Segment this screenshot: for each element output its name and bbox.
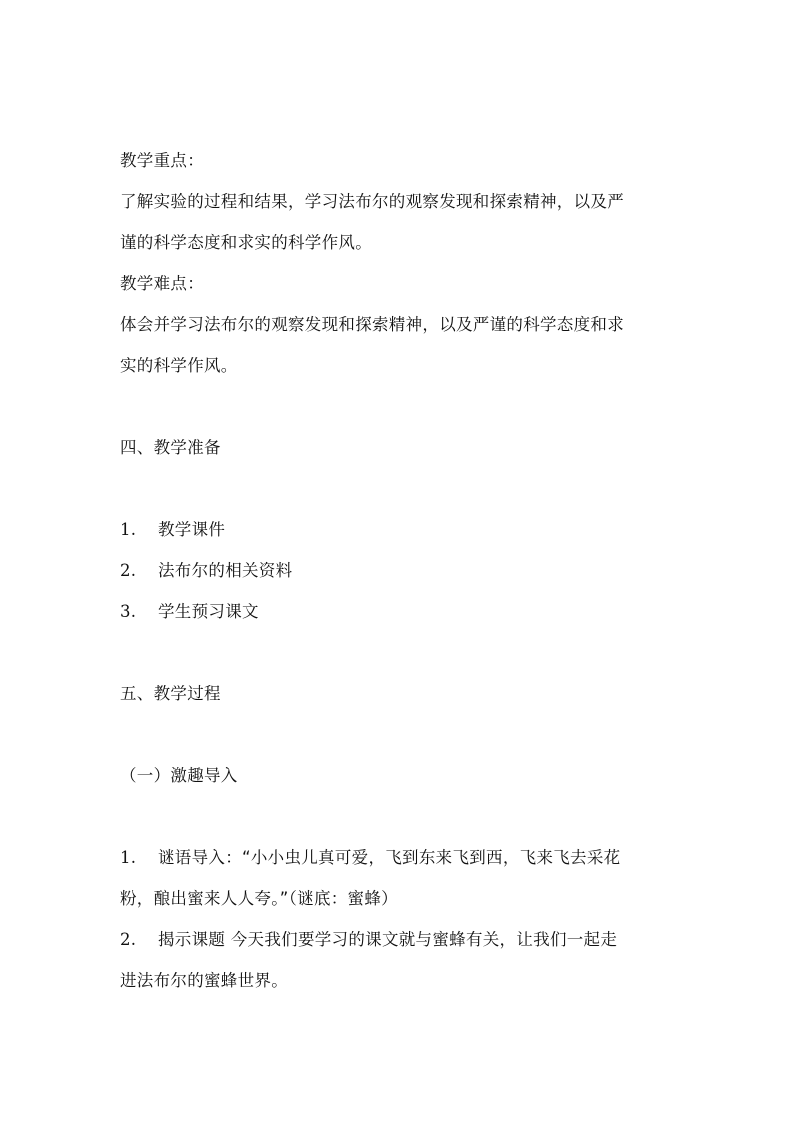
list-number: 2. — [120, 561, 137, 580]
difficulties-text-line-2: 实的科学作风。 — [120, 356, 238, 375]
section-4-title: 四、教学准备 — [120, 438, 221, 457]
preparation-item-1 — [120, 509, 680, 550]
intro-item-2-line-1 — [120, 919, 680, 960]
spacer — [120, 714, 680, 755]
preparation-item-2 — [120, 550, 680, 591]
list-number: 2. — [120, 930, 137, 949]
list-item-text: 教学课件 — [158, 520, 226, 539]
list-item-text: 法布尔的相关资料 — [158, 561, 293, 580]
spacer — [120, 386, 680, 427]
document-body — [120, 140, 680, 1001]
list-item-text: 揭示课题 今天我们要学习的课文就与蜜蜂有关，让我们一起走 — [158, 930, 618, 949]
spacer — [120, 468, 680, 509]
subsection-1-title: （一）激趣导入 — [120, 766, 238, 785]
preparation-item-3 — [120, 591, 680, 632]
key-points-heading: 教学重点： — [120, 151, 204, 170]
list-number: 1. — [120, 520, 137, 539]
difficulties-heading: 教学难点： — [120, 274, 204, 293]
intro-item-1-line-2: 粉，酿出蜜来人人夸。”（谜底：蜜蜂） — [120, 889, 398, 908]
list-item-text: 谜语导入：“小小虫儿真可爱，飞到东来飞到西，飞来飞去采花 — [158, 848, 621, 867]
spacer — [120, 632, 680, 673]
list-number: 1. — [120, 848, 137, 867]
spacer — [120, 796, 680, 837]
intro-item-2-line-2: 进法布尔的蜜蜂世界。 — [120, 971, 288, 990]
key-points-text-line-1: 了解实验的过程和结果，学习法布尔的观察发现和探索精神，以及严 — [120, 192, 624, 211]
difficulties-text-line-1: 体会并学习法布尔的观察发现和探索精神，以及严谨的科学态度和求 — [120, 315, 624, 334]
list-number: 3. — [120, 602, 137, 621]
list-item-text: 学生预习课文 — [158, 602, 259, 621]
section-5-title: 五、教学过程 — [120, 684, 221, 703]
intro-item-1-line-1 — [120, 837, 680, 878]
key-points-text-line-2: 谨的科学态度和求实的科学作风。 — [120, 233, 372, 252]
